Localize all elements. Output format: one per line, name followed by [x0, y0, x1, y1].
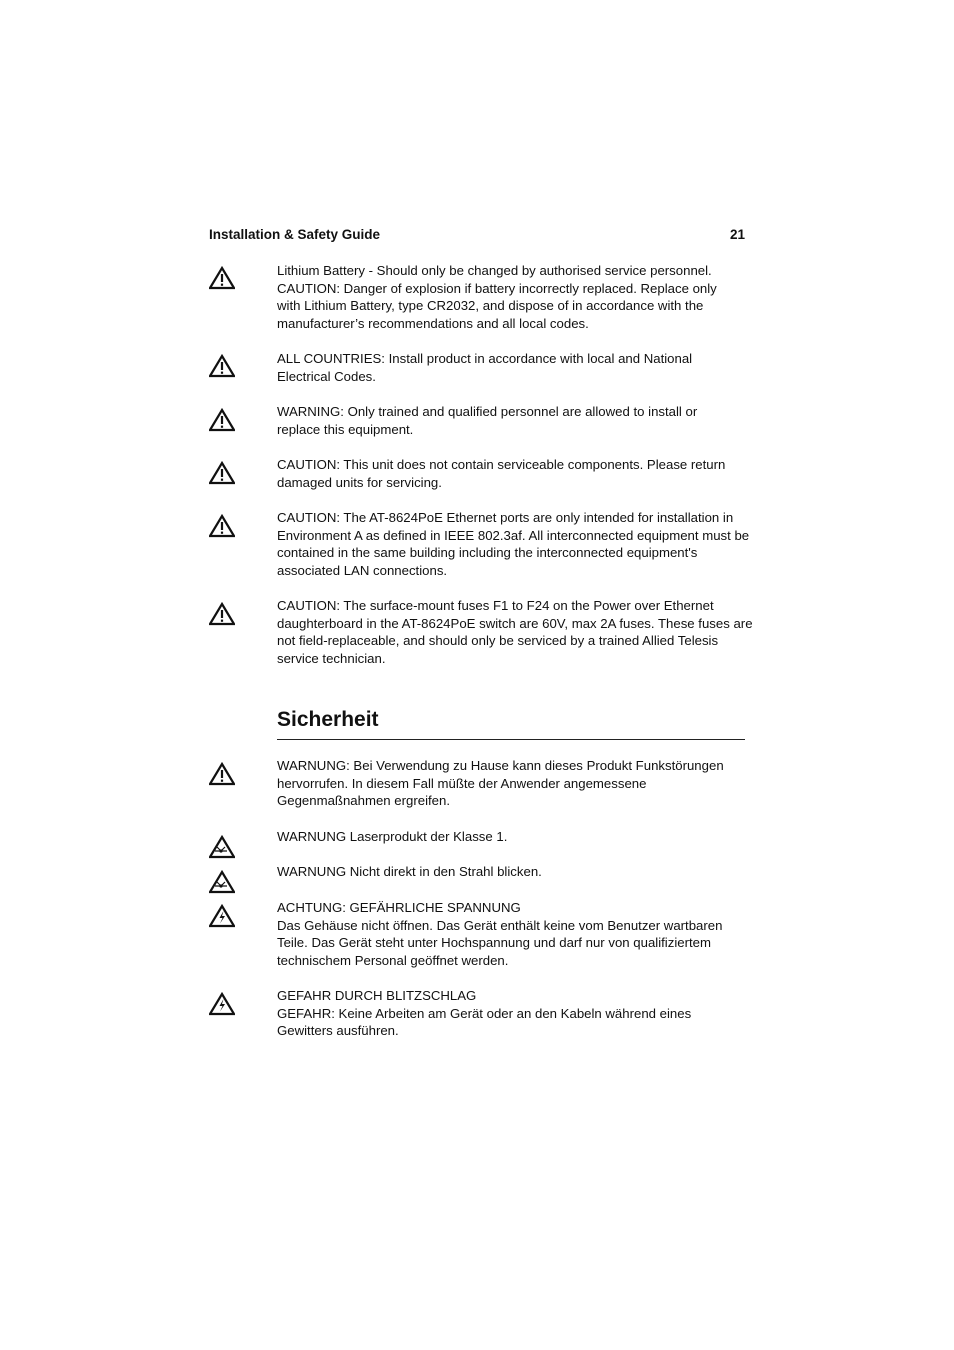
notice-line: CAUTION: This unit does not contain serviceable components. Please return [277, 457, 726, 472]
notice-line: contained in the same building including the interconnected equipment's [277, 545, 698, 561]
electric-shock-icon [209, 904, 235, 928]
warning-triangle-icon [209, 461, 235, 485]
notice-line: Teile. Das Gerät steht unter Hochspannung und darf nur von qualifiziertem [277, 935, 711, 951]
notice-line: associated LAN connections. [277, 562, 448, 578]
electric-shock-icon [209, 992, 235, 1016]
notice-text [277, 350, 745, 385]
notice-line: replace this equipment. [277, 421, 414, 437]
warning-triangle-icon [209, 266, 235, 290]
notice-text [277, 403, 745, 438]
notice-line: manufacturer’s recommendations and all local codes. [277, 315, 589, 331]
notice-line: CAUTION: Danger of explosion if battery incorrectly replaced. Replace only [277, 280, 717, 296]
notice-line: ACHTUNG: GEFÄHRLICHE SPANNUNG [277, 900, 521, 915]
notice-line: damaged units for servicing. [277, 474, 442, 490]
laser-warning-icon [209, 870, 235, 894]
notice-line: with Lithium Battery, type CR2032, and dispose of in accordance with the [277, 298, 704, 314]
notice-line: GEFAHR DURCH BLITZSCHLAG [277, 988, 477, 1003]
notice-line: Gewitters ausführen. [277, 1023, 399, 1039]
notice-line: Environment A as defined in IEEE 802.3af. All interconnected equipment must be [277, 527, 750, 543]
section-divider [277, 739, 745, 740]
warning-triangle-icon [209, 762, 235, 786]
notice-line: WARNUNG Nicht direkt in den Strahl blicken. [277, 864, 542, 879]
notice-line: WARNUNG Laserprodukt der Klasse 1. [277, 829, 508, 844]
notice-line: CAUTION: The surface-mount fuses F1 to F24 on the Power over Ethernet [277, 598, 714, 613]
notice-line: Electrical Codes. [277, 368, 376, 384]
warning-triangle-icon [209, 408, 235, 432]
notice-line: hervorrufen. In diesem Fall müßte der Anwender angemessene [277, 775, 647, 791]
notice-line: daughterboard in the AT-8624PoE switch are 60V, max 2A fuses. These fuses are [277, 615, 753, 631]
notice-text [277, 597, 753, 667]
notice-line: Gegenmaßnahmen ergreifen. [277, 793, 451, 809]
notice-text [277, 863, 745, 881]
warning-triangle-icon [209, 514, 235, 538]
notice-text [277, 899, 745, 969]
notice-text [277, 757, 745, 810]
notice-line: service technician. [277, 650, 386, 666]
notice-line: GEFAHR: Keine Arbeiten am Gerät oder an den Kabeln während eines [277, 1005, 692, 1021]
warning-triangle-icon [209, 354, 235, 378]
notice-text [277, 262, 745, 332]
notice-line: CAUTION: The AT-8624PoE Ethernet ports are only intended for installation in [277, 510, 734, 525]
notice-line: WARNUNG: Bei Verwendung zu Hause kann dieses Produkt Funkstörungen [277, 758, 724, 773]
page-number: 21 [729, 227, 745, 242]
notice-text [277, 456, 745, 491]
notice-text [277, 509, 750, 579]
notice-line: Das Gehäuse nicht öffnen. Das Gerät enthält keine vom Benutzer wartbaren [277, 917, 723, 933]
page-header [209, 227, 745, 247]
notice-line: Lithium Battery - Should only be changed by authorised service personnel. [277, 263, 712, 278]
notice-text [277, 828, 745, 846]
notice-line: WARNING: Only trained and qualified personnel are allowed to install or [277, 404, 698, 419]
section-title: Sicherheit [277, 708, 379, 731]
notice-line: not field-replaceable, and should only be serviced by a trained Allied Telesis [277, 633, 719, 649]
notice-text [277, 987, 745, 1040]
notice-line: technischem Personal geöffnet werden. [277, 952, 509, 968]
notice-line: ALL COUNTRIES: Install product in accordance with local and National [277, 351, 693, 366]
warning-triangle-icon [209, 602, 235, 626]
document-title: Installation & Safety Guide [209, 227, 381, 242]
laser-warning-icon [209, 835, 235, 859]
